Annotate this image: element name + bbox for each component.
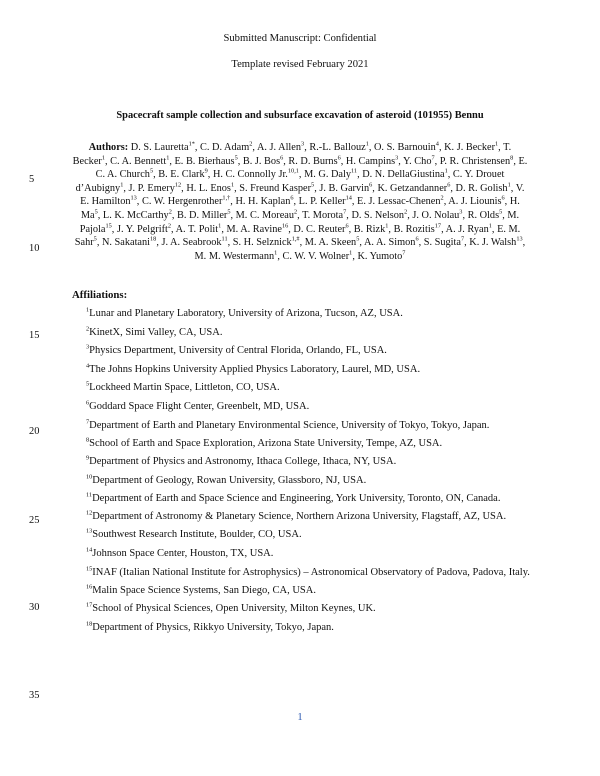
author bbox=[235, 196, 293, 207]
author-affiliation-mark: 1 bbox=[488, 222, 492, 230]
author-name: O. S. Barnouin bbox=[374, 142, 436, 153]
author-affiliation-mark: 13 bbox=[130, 194, 137, 202]
line-number: 20 bbox=[29, 426, 40, 437]
author-name: B. J. Bos bbox=[242, 155, 281, 167]
author bbox=[305, 237, 360, 248]
author bbox=[299, 196, 352, 207]
author-affiliation-mark: 2 bbox=[167, 222, 172, 230]
author-name: H. Campins bbox=[345, 155, 396, 167]
author-affiliation-mark: 2 bbox=[294, 208, 298, 216]
author-name: A. J. Ryan bbox=[445, 223, 489, 235]
author bbox=[346, 156, 398, 167]
author-name: T. Becker bbox=[72, 142, 512, 167]
page-number: 1 bbox=[297, 712, 303, 723]
author-affiliation-mark: 1 bbox=[495, 140, 499, 148]
author-affiliation-mark: 6 bbox=[447, 181, 451, 189]
author bbox=[403, 156, 435, 167]
affiliation-item bbox=[86, 455, 536, 468]
author bbox=[444, 142, 498, 153]
affiliation-number: 14 bbox=[86, 546, 93, 554]
affiliation-text: Department of Earth and Space Science and Engineering, York University, Toronto, ON, Canada. bbox=[92, 493, 501, 505]
author-affiliation-mark: 6 bbox=[345, 222, 349, 230]
author-name: R. D. Burns bbox=[288, 155, 338, 167]
author-affiliation-mark: 1 bbox=[507, 181, 511, 189]
author-name: J. B. Garvin bbox=[319, 182, 370, 194]
author-affiliation-mark: 3 bbox=[395, 154, 399, 162]
author bbox=[142, 196, 230, 207]
author-affiliation-mark: 6 bbox=[337, 154, 341, 162]
affiliation-item bbox=[86, 307, 536, 320]
author-name: L. K. McCarthy bbox=[102, 209, 169, 221]
affiliation-item bbox=[86, 437, 536, 450]
line-number: 5 bbox=[29, 174, 35, 185]
author-affiliation-mark: 1 bbox=[385, 222, 389, 230]
author-name: H. H. Kaplan bbox=[235, 196, 291, 208]
author bbox=[236, 210, 298, 221]
author-affiliation-mark: 6 bbox=[415, 235, 419, 243]
affiliation-text: INAF (Italian National Institute for Astrophysics) – Astronomical Observatory of Padova, Padova, Italy. bbox=[92, 566, 530, 578]
author bbox=[351, 210, 407, 221]
author bbox=[161, 237, 227, 248]
affiliation-item bbox=[86, 584, 536, 597]
affiliation-number: 17 bbox=[86, 601, 93, 609]
affiliation-number: 6 bbox=[86, 399, 90, 407]
author-affiliation-mark: 11 bbox=[221, 235, 228, 243]
paper-title: Spacecraft sample collection and subsurface excavation of asteroid (101955) Bennu bbox=[116, 110, 484, 121]
line-number: 10 bbox=[29, 243, 40, 254]
author-affiliation-mark: 8 bbox=[510, 154, 514, 162]
affiliation-item bbox=[86, 400, 536, 413]
author-name: D. S. Nelson bbox=[351, 209, 405, 221]
author-affiliation-mark: 1 bbox=[444, 167, 448, 175]
author-list: Authors: D. S. Lauretta$^{1*}$, C. D. Adam$^2$, A. J. Allen$^3$, R.-L. Ballouz$^1$, O. S. Barnouin$^4$, K. J. Becker$^1$, T. Becker$^1$, C. A. Bennett$^1$, E. B. Bierhaus$^5$, B. J. Bos$^6$, R. D. Burns$^6$, H. Campins$^3$, Y. Cho$^7$, P. R. Christensen$^8$, E. C. A. Church$^5$, B. E. Clark$^9$, H. C. Connolly Jr.$^{10,1}$, M. G. Daly$^{11}$, D. N. DellaGiustina$^1$, C. Y. Drouet d’Aubigny$^1$, J. P. Emery$^{12}$, H. L. Enos$^1$, S. Freund Kasper$^5$, J. B. Garvin$^6$, K. Getzandanner$^6$, D. R. Golish$^1$, V. E. Hamilton$^{13}$, C. W. Hergenrother$^{1,\dagger}$, H. H. Kaplan$^6$, L. P. Keller$^{14}$, E. J. Lessac-Chenen$^2$, A. J. Liounis$^6$, H. Ma$^5$, L. K. McCarthy$^2$, B. D. Miller$^5$, M. C. Moreau$^2$, T. Morota$^7$, D. S. Nelson$^2$, J. O. Nolau$^3$, R. Olds$^5$, M. Pajola$^{15}$, J. Y. Pelgrift$^2$, A. T. Polit$^1$, M. A. Ravine$^{16}$, D. C. Reuter$^6$, B. Rizk$^1$, B. Rozitis$^{17}$, A. J. Ryan$^1$, E. M. Sahr$^5$, N. Sakatani$^{18}$, J. A. Seabrook$^{11}$, S. H. Selznick$^{1,\#}$, M. A. Skeen$^5$, A. A. Simon$^6$, S. Sugita$^7$, K. J. Walsh$^{13}$, M. M. Westermann$^1$, C. W. V. Wolner$^1$, K. Yumoto$^7$ bbox=[72, 140, 528, 262]
author-affiliation-mark: 5 bbox=[311, 181, 315, 189]
author-name: L. P. Keller bbox=[298, 196, 346, 208]
author bbox=[469, 237, 522, 248]
author bbox=[282, 251, 352, 262]
author-name: P. R. Christensen bbox=[439, 155, 511, 167]
author-affiliation-mark: 15 bbox=[105, 222, 112, 230]
author-affiliation-mark: 14 bbox=[345, 194, 352, 202]
author-name: C. W. V. Wolner bbox=[282, 250, 350, 262]
author bbox=[446, 224, 492, 235]
author-name: S. H. Selznick bbox=[232, 237, 292, 249]
author-name: Y. Cho bbox=[403, 155, 432, 167]
author bbox=[213, 169, 299, 180]
author-name: M. G. Daly bbox=[304, 169, 351, 181]
author-affiliation-mark: 12 bbox=[174, 181, 182, 189]
author-affiliation-mark: 6 bbox=[280, 154, 284, 162]
author-name: J. O. Nolau bbox=[412, 209, 460, 221]
author-affiliation-mark: 6 bbox=[501, 194, 505, 202]
affiliation-text: Department of Physics and Astronomy, Ithaca College, Ithaca, NY, USA. bbox=[89, 456, 397, 468]
author bbox=[239, 183, 314, 194]
author-name: R.-L. Ballouz bbox=[309, 142, 366, 153]
author-name: M. C. Moreau bbox=[235, 209, 294, 221]
author-name: H. Ma bbox=[80, 196, 520, 221]
author-name: K. Getzandanner bbox=[377, 182, 448, 194]
affiliation-item bbox=[86, 528, 536, 541]
author-name: K. J. Becker bbox=[444, 142, 496, 153]
author-name: A. J. Liounis bbox=[448, 196, 502, 208]
author-name: M. A. Ravine bbox=[226, 223, 282, 235]
affiliation-number: 15 bbox=[86, 565, 93, 573]
author bbox=[103, 210, 172, 221]
author-name: J. Y. Pelgrift bbox=[116, 223, 168, 235]
author-affiliation-mark: 1 bbox=[166, 154, 170, 162]
author-affiliation-mark: 18 bbox=[150, 235, 157, 243]
author-affiliation-mark: 5 bbox=[227, 208, 231, 216]
author-name: C. W. Hergenrother bbox=[141, 196, 223, 208]
author bbox=[158, 169, 208, 180]
affiliation-text: Department of Astronomy & Planetary Science, Northern Arizona University, Flagstaff, AZ, USA. bbox=[92, 511, 507, 523]
affiliation-item bbox=[86, 326, 536, 339]
author-name: J. A. Seabrook bbox=[161, 237, 222, 249]
author bbox=[186, 183, 234, 194]
author-name: N. Sakatani bbox=[101, 237, 151, 249]
author-name: D. N. DellaGiustina bbox=[362, 169, 445, 181]
affiliation-number: 16 bbox=[86, 583, 93, 591]
author-affiliation-mark: 5 bbox=[93, 235, 97, 243]
line-number: 35 bbox=[29, 690, 40, 701]
author bbox=[468, 210, 503, 221]
author-affiliation-mark: 10,1 bbox=[287, 167, 299, 175]
author bbox=[357, 196, 444, 207]
affiliation-item bbox=[86, 419, 536, 432]
affiliation-number: 1 bbox=[86, 306, 90, 314]
affiliation-text: School of Physical Sciences, Open University, Milton Keynes, UK. bbox=[92, 603, 376, 615]
author-name: A. J. Allen bbox=[256, 142, 302, 153]
affiliation-text: Southwest Research Institute, Boulder, CO, USA. bbox=[92, 529, 302, 541]
affiliation-number: 5 bbox=[86, 380, 90, 388]
author-affiliation-mark: 3 bbox=[459, 208, 463, 216]
author-affiliation-mark: 11 bbox=[350, 167, 358, 175]
affiliation-number: 7 bbox=[86, 418, 90, 426]
author-name: C. A. Bennett bbox=[110, 155, 167, 167]
author-name: C. Y. Drouet d’Aubigny bbox=[75, 169, 505, 194]
author-name: B. Rozitis bbox=[393, 223, 435, 235]
author-name: D. R. Golish bbox=[455, 182, 508, 194]
author bbox=[377, 183, 450, 194]
author-affiliation-mark: 1 bbox=[230, 181, 235, 189]
author bbox=[424, 237, 464, 248]
affiliation-text: Lunar and Planetary Laboratory, University of Arizona, Tucson, AZ, USA. bbox=[89, 308, 403, 319]
affiliation-list bbox=[86, 307, 536, 639]
author bbox=[102, 237, 156, 248]
author-affiliation-mark: 2 bbox=[168, 208, 172, 216]
author bbox=[129, 183, 182, 194]
author-affiliation-mark: 2 bbox=[440, 194, 444, 202]
author bbox=[304, 169, 357, 180]
author-name: A. T. Polit bbox=[175, 223, 219, 235]
author-name: M. A. Skeen bbox=[304, 237, 357, 249]
author bbox=[176, 224, 222, 235]
author bbox=[440, 156, 514, 167]
author bbox=[302, 210, 346, 221]
author bbox=[354, 224, 389, 235]
author-affiliation-mark: 6 bbox=[369, 181, 373, 189]
affiliation-item bbox=[86, 344, 536, 357]
author-affiliation-mark: 5 bbox=[499, 208, 503, 216]
authors-label: Authors: bbox=[88, 142, 129, 153]
affiliation-item bbox=[86, 363, 536, 376]
author-affiliation-mark: 5 bbox=[149, 167, 154, 175]
affiliation-number: 9 bbox=[86, 454, 90, 462]
affiliation-number: 8 bbox=[86, 436, 90, 444]
author bbox=[448, 196, 504, 207]
affiliation-item bbox=[86, 381, 536, 394]
line-number: 30 bbox=[29, 602, 40, 613]
author bbox=[362, 169, 448, 180]
affiliation-text: Malin Space Science Systems, San Diego, CA, USA. bbox=[92, 584, 316, 596]
author-affiliation-mark: 5 bbox=[94, 208, 98, 216]
author-affiliation-mark: 1 bbox=[218, 222, 222, 230]
author bbox=[288, 156, 340, 167]
author bbox=[131, 142, 195, 153]
affiliation-text: Physics Department, University of Central Florida, Orlando, FL, USA. bbox=[89, 345, 387, 357]
author-affiliation-mark: 7 bbox=[431, 154, 435, 162]
author-name: S. Freund Kasper bbox=[239, 182, 312, 194]
author bbox=[319, 183, 372, 194]
author-name: H. L. Enos bbox=[186, 182, 231, 194]
author bbox=[293, 224, 348, 235]
author-affiliation-mark: 3 bbox=[301, 140, 305, 148]
author-name: J. P. Emery bbox=[128, 182, 175, 194]
author-name: H. C. Connolly Jr. bbox=[212, 169, 288, 181]
author bbox=[374, 142, 439, 153]
author bbox=[243, 156, 283, 167]
author bbox=[175, 156, 238, 167]
author-affiliation-mark: 1 bbox=[120, 181, 124, 189]
author-name: E. J. Lessac-Chenen bbox=[357, 196, 441, 208]
author-affiliation-mark: 5 bbox=[356, 235, 360, 243]
author-name: C. D. Adam bbox=[200, 142, 250, 153]
author bbox=[110, 156, 169, 167]
affiliation-number: 3 bbox=[86, 343, 90, 351]
affiliation-text: Johnson Space Center, Houston, TX, USA. bbox=[92, 547, 274, 559]
author-name: V. E. Hamilton bbox=[80, 182, 525, 208]
author bbox=[195, 251, 278, 262]
author-affiliation-mark: 1,# bbox=[291, 235, 300, 243]
author-affiliation-mark: 7 bbox=[343, 208, 347, 216]
author-affiliation-mark: 9 bbox=[204, 167, 208, 175]
author-name: D. S. Lauretta bbox=[130, 142, 189, 153]
author bbox=[233, 237, 300, 248]
author-name: K. Yumoto bbox=[357, 250, 403, 262]
line-number: 15 bbox=[29, 330, 40, 341]
author-affiliation-mark: 2 bbox=[249, 140, 253, 148]
author-affiliation-mark: 6 bbox=[290, 194, 294, 202]
template-revision: Template revised February 2021 bbox=[231, 59, 369, 70]
affiliation-item bbox=[86, 547, 536, 560]
author-affiliation-mark: 17 bbox=[434, 222, 442, 230]
author bbox=[394, 224, 442, 235]
affiliation-text: KinetX, Simi Valley, CA, USA. bbox=[89, 326, 223, 338]
author-name: E. B. Bierhaus bbox=[174, 155, 235, 167]
affiliation-item bbox=[86, 474, 536, 487]
author-name: E. C. A. Church bbox=[95, 155, 528, 181]
author-name: S. Sugita bbox=[423, 237, 461, 249]
affiliation-number: 13 bbox=[86, 527, 93, 535]
author bbox=[257, 142, 304, 153]
author bbox=[364, 237, 419, 248]
line-number: 25 bbox=[29, 515, 40, 526]
author bbox=[200, 142, 252, 153]
affiliation-text: Lockheed Martin Space, Littleton, CO, USA. bbox=[89, 382, 280, 394]
author-affiliation-mark: 13 bbox=[516, 235, 523, 243]
affiliation-text: Department of Physics, Rikkyo University, Tokyo, Japan. bbox=[92, 621, 334, 633]
author-name: E. M. Sahr bbox=[74, 223, 521, 249]
author-affiliation-mark: 1 bbox=[365, 140, 369, 148]
affiliation-number: 2 bbox=[86, 325, 90, 333]
author-affiliation-mark: 7 bbox=[402, 249, 406, 257]
author-name: T. Morota bbox=[302, 209, 344, 221]
author bbox=[117, 224, 171, 235]
affiliation-number: 12 bbox=[86, 509, 93, 517]
author-affiliation-mark: 7 bbox=[460, 235, 465, 243]
author bbox=[357, 251, 405, 262]
affiliation-number: 18 bbox=[86, 620, 93, 628]
author-name: B. Rizk bbox=[353, 223, 386, 235]
affiliation-item bbox=[86, 492, 536, 505]
affiliation-item bbox=[86, 621, 536, 634]
author-affiliation-mark: 1 bbox=[101, 154, 105, 162]
affiliation-number: 11 bbox=[86, 491, 93, 499]
affiliation-item bbox=[86, 510, 536, 523]
author-name: D. C. Reuter bbox=[293, 223, 346, 235]
author-name: B. D. Miller bbox=[177, 209, 228, 221]
affiliation-item bbox=[86, 602, 536, 615]
author-affiliation-mark: 4 bbox=[435, 140, 439, 148]
author bbox=[177, 210, 231, 221]
author-name: K. J. Walsh bbox=[469, 237, 517, 249]
affiliation-text: Department of Earth and Planetary Environmental Science, University of Tokyo, Tokyo, Japan. bbox=[89, 419, 490, 431]
author bbox=[309, 142, 369, 153]
author-name: R. Olds bbox=[467, 209, 500, 221]
affiliation-number: 4 bbox=[86, 362, 90, 370]
manuscript-status: Submitted Manuscript: Confidential bbox=[223, 33, 377, 44]
author-affiliation-mark: 2 bbox=[404, 208, 408, 216]
author-name: M. Pajola bbox=[79, 209, 520, 235]
author-affiliation-mark: 1* bbox=[188, 140, 195, 148]
affiliation-text: The Johns Hopkins University Applied Physics Laboratory, Laurel, MD, USA. bbox=[89, 363, 421, 375]
affiliations-heading: Affiliations: bbox=[72, 289, 128, 301]
author-affiliation-mark: 1,† bbox=[222, 194, 231, 202]
author bbox=[456, 183, 511, 194]
author-affiliation-mark: 16 bbox=[281, 222, 289, 230]
author bbox=[412, 210, 462, 221]
author-affiliation-mark: 1 bbox=[349, 249, 353, 257]
author-name: A. A. Simon bbox=[363, 237, 416, 249]
affiliation-text: Goddard Space Flight Center, Greenbelt, MD, USA. bbox=[89, 400, 310, 412]
author bbox=[226, 224, 288, 235]
affiliation-item bbox=[86, 566, 536, 579]
affiliation-number: 10 bbox=[86, 473, 93, 481]
author-affiliation-mark: 1 bbox=[274, 249, 278, 257]
affiliation-text: Department of Geology, Rowan University, Glassboro, NJ, USA. bbox=[92, 474, 367, 486]
affiliation-text: School of Earth and Space Exploration, Arizona State University, Tempe, AZ, USA. bbox=[89, 437, 443, 449]
author-affiliation-mark: 5 bbox=[234, 154, 238, 162]
author-name: M. M. Westermann bbox=[194, 250, 275, 262]
author-name: B. E. Clark bbox=[158, 169, 205, 181]
